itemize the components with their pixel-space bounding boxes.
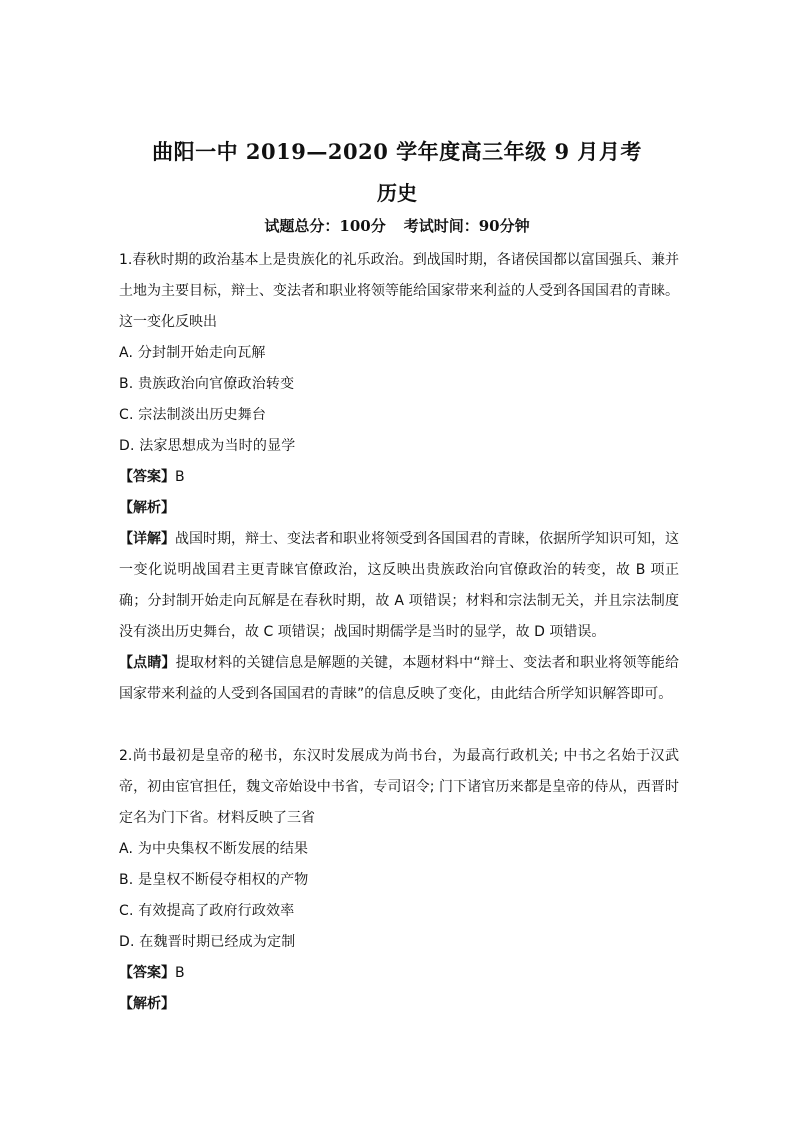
- comment-text: 提取材料的关键信息是解题的关键，本题材料中“辩士、变法者和职业将领等能给国家带来利益的人受到各国国君的青睐”的信息反映了变化，由此结合所学知识解答即可。: [119, 655, 679, 702]
- answer-label: 【答案】: [119, 965, 175, 981]
- question-2-option-d: D. 在魏晋时期已经成为定制: [119, 934, 296, 950]
- question-1-detail: [119, 524, 679, 648]
- question-1-comment: [119, 648, 679, 710]
- comment-label: 【点睛】: [119, 655, 176, 671]
- exam-meta: [0, 215, 794, 236]
- question-1-stem: 1.春秋时期的政治基本上是贵族化的礼乐政治。到战国时期，各诸侯国都以富国强兵、兼并土地为主要目标，辩士、变法者和职业将领等能给国家带来利益的人受到各国国君的青睐。这一变化反映出: [119, 252, 679, 330]
- question-1-option-b: B. 贵族政治向官僚政治转变: [119, 376, 295, 392]
- detail-text: 战国时期，辩士、变法者和职业将领受到各国国君的青睐，依据所学知识可知，这一变化说明战国君主更青睐官僚政治，这反映出贵族政治向官僚政治的转变，故 B 项正确；分封制开始走向瓦解是在春秋时期，故 A 项错误；材料和宗法制无关，并且宗法制度没有淡出历史舞台，故 C 项错误；战国时期儒学是当时的显学，故 D 项错误。: [119, 531, 679, 640]
- total-score: 试题总分：100分: [264, 217, 386, 235]
- analysis-label: 【解析】: [119, 996, 175, 1012]
- question-1-answer: [119, 462, 679, 493]
- answer-label: 【答案】: [119, 469, 175, 485]
- question-divider: [119, 710, 679, 741]
- answer-value: B: [175, 469, 185, 485]
- analysis-label: 【解析】: [119, 500, 175, 516]
- question-1-option-d: D. 法家思想成为当时的显学: [119, 438, 296, 454]
- exam-time: 考试时间：90分钟: [403, 217, 530, 235]
- question-2-stem: 2.尚书最初是皇帝的秘书，东汉时发展成为尚书台，为最高行政机关; 中书之名始于汉武帝，初由宦官担任，魏文帝始设中书省，专司诏令; 门下诸官历来都是皇帝的侍从，西晋时定名为门下省。材料反映了三省: [119, 748, 679, 826]
- question-2-option-b: B. 是皇权不断侵夺相权的产物: [119, 872, 309, 888]
- question-2-option-a: A. 为中央集权不断发展的结果: [119, 841, 309, 857]
- question-2-option-c: C. 有效提高了政府行政效率: [119, 903, 295, 919]
- exam-subject: 历史: [377, 181, 417, 205]
- detail-label: 【详解】: [119, 531, 175, 547]
- exam-content: [119, 245, 679, 1020]
- question-1-analysis-heading: [119, 493, 679, 524]
- answer-value: B: [175, 965, 185, 981]
- question-2-analysis-heading: [119, 989, 679, 1020]
- question-1-option-a: A. 分封制开始走向瓦解: [119, 345, 266, 361]
- question-2-answer: [119, 958, 679, 989]
- question-1-option-c: C. 宗法制淡出历史舞台: [119, 407, 267, 423]
- exam-title: 曲阳一中 2019—2020 学年度高三年级 9 月月考: [152, 139, 642, 164]
